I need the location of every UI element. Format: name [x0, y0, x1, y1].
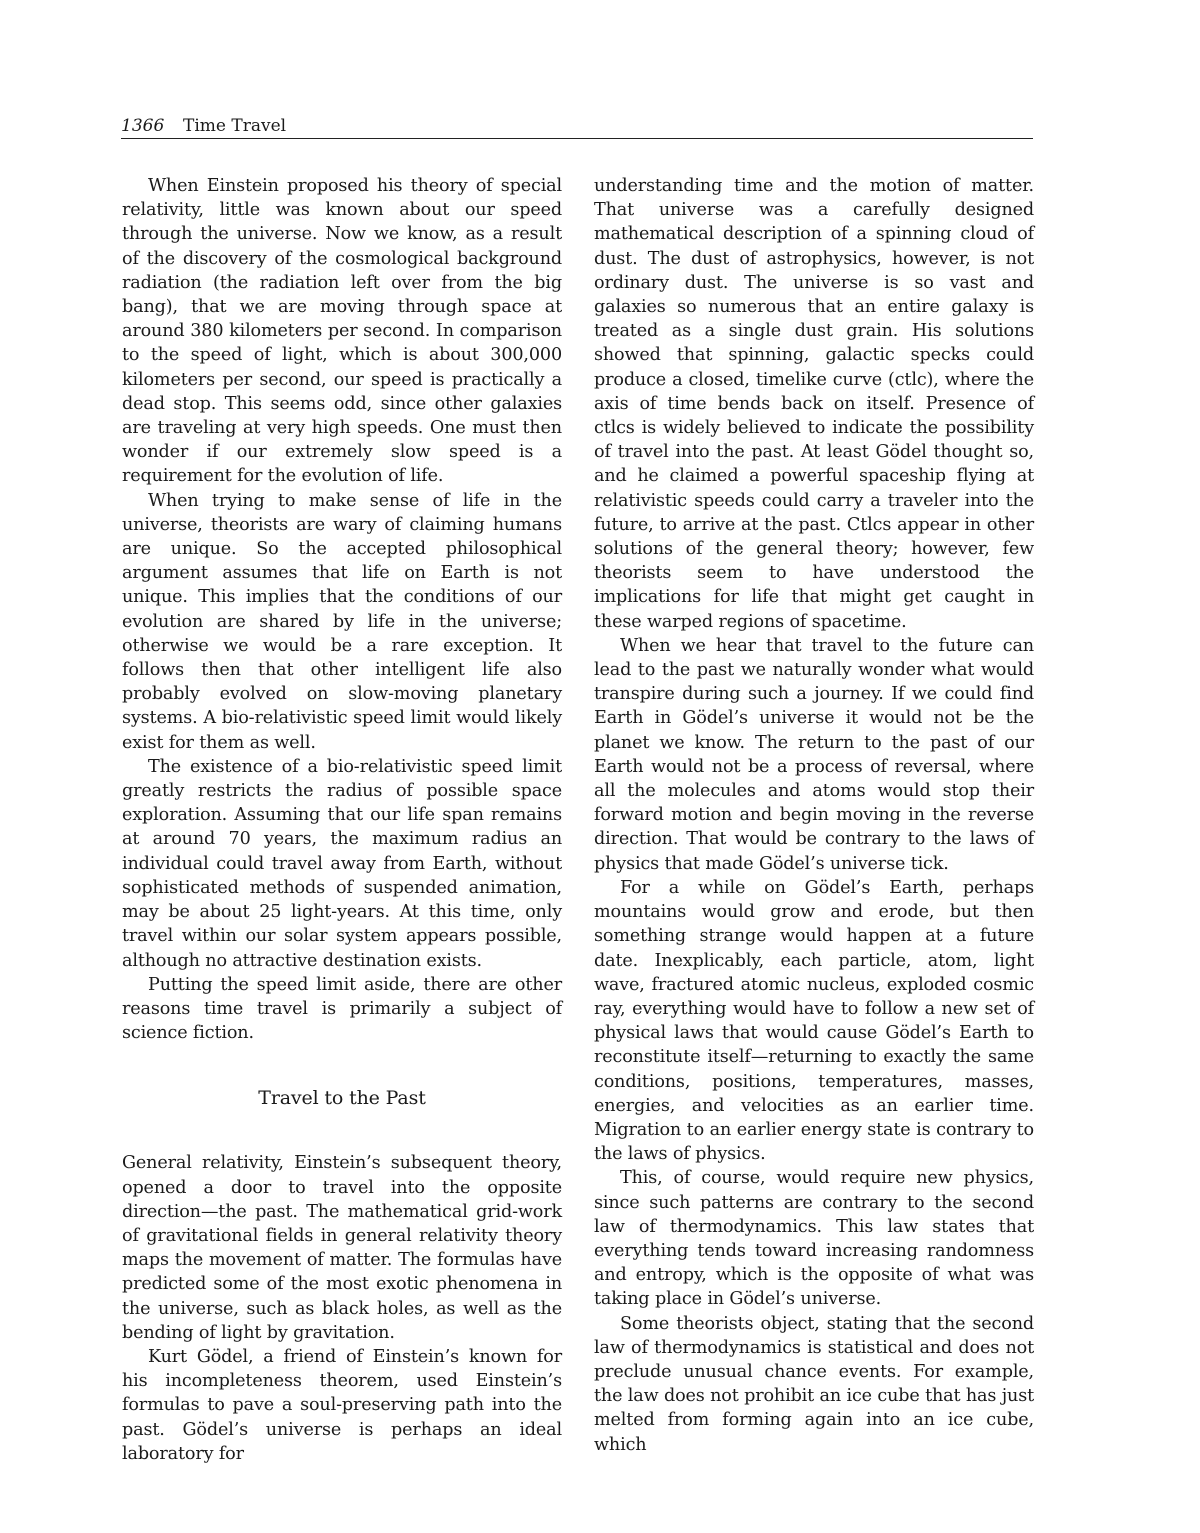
- paragraph: General relativity, Einstein’s subsequent theory, opened a door to travel into the opposite direction—the past. The mathematical grid-work of gravitational fields in general relativity theory maps the movement of matter. The formulas have predicted some of the most exotic phenomena in the universe, such as black holes, as well as the bending of light by gravitation.: [122, 1153, 562, 1343]
- running-header: [121, 112, 1033, 140]
- paragraph: For a while on Gödel’s Earth, perhaps mountains would grow and erode, but then something strange would happen at a future date. Inexplicably, each particle, atom, light wave, fractured atomic nucleus, exploded cosmic ray, everything would have to follow a new set of physical laws that would cause Gödel’s Earth to reconstitute itself—returning to exactly the same conditions, positions, temperatures, masses, energies, and velocities as an earlier time. Migration to an earlier energy state is contrary to the laws of physics.: [594, 877, 1034, 1165]
- paragraph: The existence of a bio-relativistic speed limit greatly restricts the radius of possible space exploration. Assuming that our life span remains at around 70 years, the maximum radius an individual could travel away from Earth, without sophisticated methods of suspended animation, may be about 25 light-years. At this time, only travel within our solar system appears possible, although no attractive destination exists.: [122, 756, 562, 971]
- right-column: [594, 174, 1034, 1457]
- header-rule: [121, 138, 1033, 139]
- paragraph: This, of course, would require new physics, since such patterns are contrary to the second law of thermodynamics. This law states that everything tends toward increasing randomness and entropy, which is the opposite of what was taking place in Gödel’s universe.: [594, 1168, 1034, 1310]
- page-number: 1366: [121, 116, 165, 136]
- paragraph: Kurt Gödel, a friend of Einstein’s known for his incompleteness theorem, used Einstein’s formulas to pave a soul-preserving path into the past. Gödel’s universe is perhaps an ideal laboratory for: [122, 1346, 562, 1464]
- section-heading: Travel to the Past: [258, 1087, 426, 1110]
- running-title: Time Travel: [183, 116, 287, 136]
- paragraph: understanding time and the motion of matter. That universe was a carefully designed mathematical description of a spinning cloud of dust. The dust of astrophysics, however, is not ordinary dust. The universe is so vast and galaxies so numerous that an entire galaxy is treated as a single dust grain. His solutions showed that spinning, galactic specks could produce a closed, timelike curve (ctlc), where the axis of time bends back on itself. Presence of ctlcs is widely believed to indicate the possibility of travel into the past. At least Gödel thought so, and he claimed a powerful spaceship flying at relativistic speeds could carry a traveler into the future, to arrive at the past. Ctlcs appear in other solutions of the general theory; however, few theorists seem to have understood the implications for life that might get caught in these warped regions of spacetime.: [594, 176, 1034, 632]
- paragraph: Some theorists object, stating that the second law of thermodynamics is statistical and does not preclude unusual chance events. For example, the law does not prohibit an ice cube that has just melted from forming again into an ice cube, which: [594, 1313, 1035, 1455]
- paragraph: When trying to make sense of life in the universe, theorists are wary of claiming humans are unique. So the accepted philosophical argument assumes that life on Earth is not unique. This implies that the conditions of our evolution are shared by life in the universe; otherwise we would be a rare exception. It follows then that other intelligent life also probably evolved on slow-moving planetary systems. A bio-relativistic speed limit would likely exist for them as well.: [122, 490, 562, 753]
- paragraph: Putting the speed limit aside, there are other reasons time travel is primarily a subject of science fiction.: [122, 974, 562, 1044]
- paragraph: When we hear that travel to the future can lead to the past we naturally wonder what would transpire during such a journey. If we could find Earth in Gödel’s universe it would not be the planet we know. The return to the past of our Earth would not be a process of reversal, where all the molecules and atoms would stop their forward motion and begin moving in the reverse direction. That would be contrary to the laws of physics that made Gödel’s universe tick.: [594, 635, 1034, 874]
- paragraph: When Einstein proposed his theory of special relativity, little was known about our speed through the universe. Now we know, as a result of the discovery of the cosmological background radiation (the radiation left over from the big bang), that we are moving through space at around 380 kilometers per second. In comparison to the speed of light, which is about 300,000 kilometers per second, our speed is practically a dead stop. This seems odd, since other galaxies are traveling at very high speeds. One must then wonder if our extremely slow speed is a requirement for the evolution of life.: [122, 176, 562, 487]
- left-column: [122, 174, 562, 1466]
